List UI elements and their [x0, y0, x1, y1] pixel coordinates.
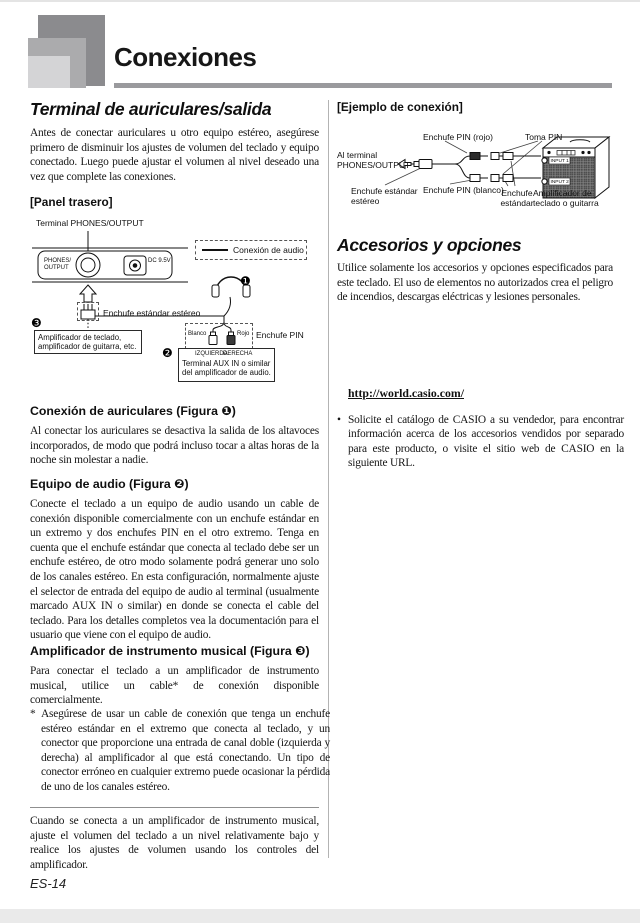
pointer-blanco [450, 180, 472, 184]
aux-in-box [178, 348, 275, 382]
stereo-plug-body [419, 160, 432, 169]
stereo-plug-neck [414, 162, 419, 167]
page-top-edge [0, 0, 640, 2]
asterisk-marker: * [30, 708, 36, 720]
figure-3-marker: ❸ [31, 316, 42, 330]
headphones-cup-left [212, 285, 219, 297]
chapter-logo-square-light [28, 56, 70, 88]
amp-knob-3 [587, 151, 590, 154]
std-plug-top [503, 153, 513, 160]
pin-socket-bottom [491, 175, 499, 182]
pointer-rojo [445, 141, 467, 153]
rear-panel-label: [Panel trasero] [30, 195, 113, 209]
amp-input2-jack [542, 179, 547, 184]
std-plug-line2: estándar [500, 198, 534, 208]
al-terminal-line1: Al terminal [337, 150, 378, 160]
std-stereo-label [351, 186, 418, 206]
pin-blanco-label: Enchufe PIN (blanco) [423, 185, 504, 195]
izquierda-label: IZQUIERDA [195, 351, 228, 357]
paragraph-figura-2: Conecte el teclado a un equipo de audio usando un cable de conexión disponible comercialmente con un enchufe estándar en un extremo y dos enchufes PIN en el otro extremo. Tenga en cuenta que el enchufe estándar que conecta al teclado debe ser un enchufe estéreo, de otro modo solamente podrá generar uno solo de los canales estéreo. En esta configuración, normalmente ajuste el selector de entrada del equipo de audio al terminal (usualmente marcado AUX IN o similar) en donde se conecta el cable del teclado. Para los detalles completos vea la documentación para el usuario que viene con el equipo de audio. [30, 498, 319, 642]
std-plug-bottom [503, 175, 513, 182]
heading-figura-3: Amplificador de instrumento musical (Figura ❸) [30, 644, 310, 658]
std-plug-line1: Enchufe [501, 188, 533, 198]
connection-example-diagram [337, 128, 613, 222]
dc-label: DC 9.5V [148, 258, 171, 264]
phones-jack-outer [76, 253, 100, 277]
heading-figura-2: Equipo de audio (Figura ❷) [30, 477, 189, 491]
paragraph-figura-1: Al conectar los auriculares se desactiva la salida de los altavoces incorporados, de modo que podrá incluso tocar a altas horas de la noche sin molestar a nadie. [30, 425, 319, 467]
aux-in-text: Terminal AUX IN o similar del amplificador de audio. [182, 359, 271, 378]
stereo-plug-dashed-box [77, 302, 99, 321]
page-bottom-edge [0, 909, 640, 923]
cable-branch-red [455, 156, 470, 164]
figure-2-marker: ❷ [162, 346, 173, 360]
page-number: ES-14 [30, 876, 67, 891]
paragraph-figura-3: Para conectar el teclado a un amplificador de instrumento musical, utilice un cable* de conexión disponible comercialmente. [30, 665, 319, 707]
amp-caption-line2: teclado o guitarra [533, 198, 599, 208]
connection-example-label: [Ejemplo de conexión] [337, 100, 463, 114]
pin-plug-red [470, 153, 480, 160]
phones-jack-label [44, 258, 74, 271]
dc-jack-pin [133, 264, 137, 268]
bullet-icon: • [337, 413, 341, 426]
amp-input1-jack [542, 158, 547, 163]
pin-plug-label: Enchufe PIN [256, 330, 304, 340]
al-terminal-line2: PHONES/OUTPUT [337, 160, 411, 170]
legend-label: Conexión de audio [233, 245, 304, 255]
section-title-accesorios: Accesorios y opciones [337, 235, 522, 255]
amp-input1-label: INPUT 1 [550, 159, 569, 165]
derecha-label: DERECHA [223, 351, 253, 357]
amp-input2-label: INPUT 2 [550, 180, 569, 186]
terminal-phones-output-label: Terminal PHONES/OUTPUT [36, 218, 144, 228]
legend-box [195, 240, 307, 260]
title-rule [114, 83, 612, 88]
rojo-label: Rojo [237, 331, 250, 337]
page-title: Conexiones [114, 42, 257, 72]
pin-socket-top [491, 153, 499, 160]
paragraph-intro: Antes de conectar auriculares u otro equipo estéreo, asegúrese primero de disminuir los ajustes de volumen del teclado y equipo conectado. Luego puede ajustar el volumen al nivel deseado una vez que complete las conexiones. [30, 127, 319, 183]
phones-jack-label-line2: OUTPUT [44, 264, 69, 271]
paragraph-accesorios: Utilice solamente los accesorios y opciones especificados para este teclado. El uso de elementos no autorizados crea el peligro de incendios, descargas eléctricas y lesiones personales. [337, 262, 613, 304]
keyboard-amp-box: Amplificador de teclado, amplificador de guitarra, etc. [34, 330, 142, 354]
al-terminal-label [337, 150, 410, 170]
amp-caption [533, 188, 599, 208]
cable-branch-white [455, 164, 470, 178]
paragraph-amp-volume: Cuando se conecta a un amplificador de instrumento musical, ajuste el volumen del teclado a un nivel relativamente bajo y realice los ajustes de volumen usando los controles del amplificador. [30, 815, 319, 871]
asterisk-note [30, 707, 330, 795]
std-stereo-line2: estéreo [351, 196, 380, 206]
casio-url-link[interactable]: http://world.casio.com/ [348, 386, 464, 400]
std-stereo-line1: Enchufe estándar [351, 186, 418, 196]
left-column-rule [30, 807, 319, 808]
headphone-cord [224, 297, 231, 316]
pin-rojo-label: Enchufe PIN (rojo) [423, 132, 493, 142]
phones-jack-label-line1: PHONES/ [44, 258, 72, 264]
legend-line-sample [202, 249, 228, 251]
asterisk-note-text: Asegúrese de usar un cable de conexión que tenga un enchufe estéreo estándar en el extremo que conecta al teclado, y un conector que proporcione una entrada de canal doble (izquierda y derecha) al amplificador al que está conectando. Un tipo de conector erróneo en cualquier extremo puede ocasionar la pérdida de uno de los canales estéreo. [41, 708, 330, 793]
blanco-label: Blanco [188, 331, 207, 337]
amp-caption-line1: Amplificador de [533, 188, 592, 198]
figure-1-marker: ❶ [240, 274, 251, 288]
heading-figura-1: Conexión de auriculares (Figura ❶) [30, 404, 236, 418]
section-title-terminal: Terminal de auriculares/salida [30, 99, 272, 119]
pin-plug-white [470, 175, 480, 182]
bullet-text: Solicite el catálogo de CASIO a su vendedor, para encontrar información acerca de los accesorios vendidos por separado para este producto, o visite el sitio web de CASIO en la siguiente URL. [348, 413, 624, 470]
amp-knob-2 [581, 151, 584, 154]
standard-stereo-plug-label: Enchufe estándar estéreo [103, 308, 201, 318]
arrow-up-icon [80, 285, 96, 302]
toma-pin-label: Toma PIN [525, 132, 563, 142]
bullet-item-catalogo [337, 413, 624, 471]
rear-panel-diagram [30, 218, 322, 388]
amp-knob-1 [547, 151, 550, 154]
